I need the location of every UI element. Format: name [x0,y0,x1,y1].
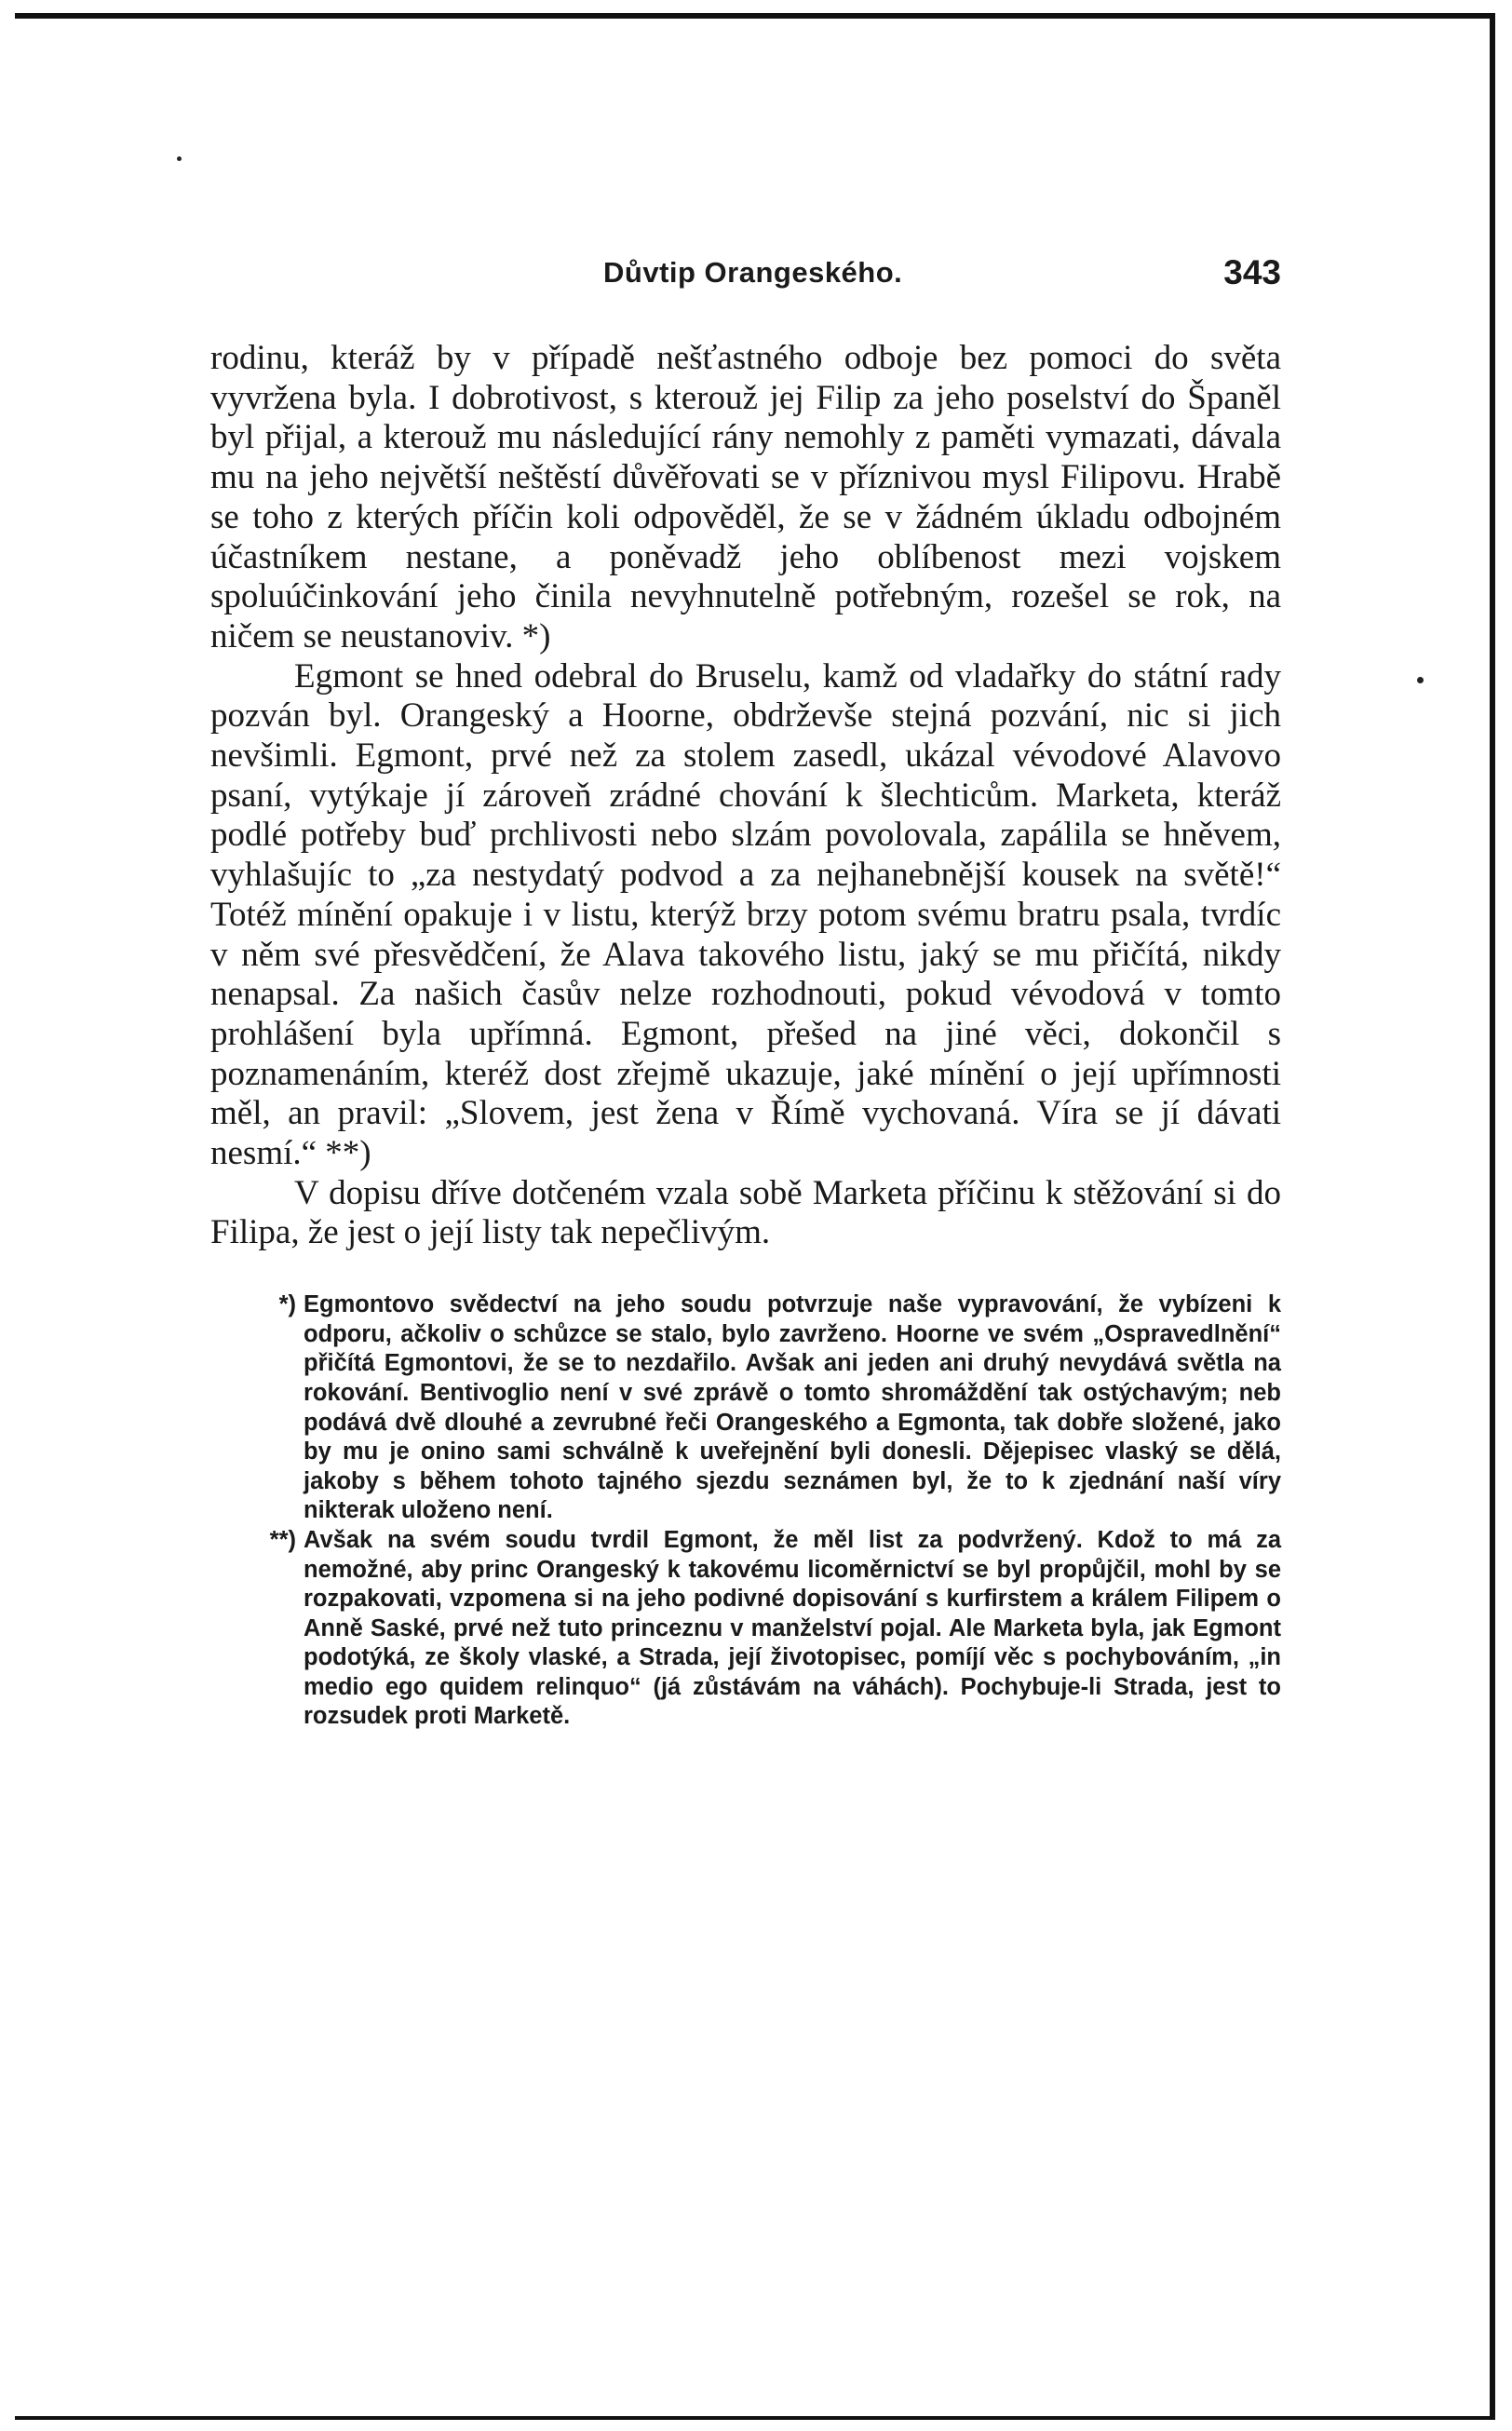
page-header [210,251,1281,307]
footnote-text: Avšak na svém soudu tvrdil Egmont, že měl list za podvržený. Kdož to má za nemožné, aby princ Orangeský k takovému licoměrnictví se byl propůjčil, mohl by se rozpakovati, vzpomena si na jeho podivné dopisování s kurfirstem a králem Filipem o Anně Saské, prvé než tuto princeznu v manželství pojal. Ale Marketa byla, jak Egmont podotýká, ze školy vlaské, a Strada, její životopisec, pomíjí věc s pochybováním, „in medio ego quidem relinquo“ (já zůstávám na váhách). Pochybuje-li Strada, jest to rozsudek proti Marketě. [304,1526,1281,1730]
paragraph: Egmont se hned odebral do Bruselu, kamž od vladařky do státní rady pozván byl. Orangeský a Hoorne, obdrževše stejná pozvání, nic si jich nevšimli. Egmont, prvé než za stolem zasedl, ukázal vévodové Alavovo psaní, vytýkaje jí zároveň zrádné chování k šlechticům. Marketa, kteráž podlé potřeby buď prchlivosti nebo slzám povolovala, zapálila se hněvem, vyhlašujíc to „za nestydatý podvod a za nejhanebnější kousek na světě!“ Totéž mínění opakuje i v listu, kterýž brzy potom svému bratru psala, tvrdíc v něm své přesvědčení, že Alava takového listu, jaký se mu přičítá, nikdy nenapsal. Za našich časův nelze rozhodnouti, pokud vévodová v tomto prohlášení byla upřímná. Egmont, přešed na jiné věci, dokončil s poznamenáním, kteréž dost zřejmě ukazuje, jaké mínění o její upřímnosti měl, an pravil: „Slovem, jest žena v Římě vychovaná. Víra se jí dávati nesmí.“ **) [210,656,1281,1173]
footnote-text: Egmontovo svědectví na jeho soudu potvrzuje naše vypravování, že vybízeni k odporu, ačkoliv o schůzce se stalo, bylo zavrženo. Hoorne ve svém „Ospravedlnění“ přičítá Egmontovi, že se to nezdařilo. Avšak ani jeden ani druhý nevydává světla na rokování. Bentivoglio není v své zprávě o tomto shromáždění tak ostýchavým; neb podává dvě dlouhé a zevrubné řeči Orangeského a Egmonta, tak dobře složené, jako by mu je onino sami schválně k uveřejnění byli donesli. Dějepisec vlaský se dělá, jakoby s během tohoto tajného sjezdu seznámen byl, že to k zjednání naší víry nikterak uloženo není. [304,1291,1281,1524]
footnotes [250,1290,1281,1732]
main-text [210,339,1281,1253]
page-number: 343 [1223,253,1281,291]
paragraph: V dopisu dříve dotčeném vzala sobě Marketa příčinu k stěžování si do Filipa, že jest o její listy tak nepečlivým. [210,1173,1281,1252]
footnote-mark: **) [269,1526,296,1553]
paragraph: rodinu, kteráž by v případě nešťastného odboje bez pomoci do světa vyvržena byla. I dobrotivost, s kterouž jej Filip za jeho poselství do Španěl byl přijal, a kterouž mu následující rány nemohly z paměti vymazati, dávala mu na jeho největší neštěstí důvěřovati se v příznivou mysl Filipovu. Hrabě se toho z kterých příčin koli odpověděl, že se v žádném úkladu odbojném účastníkem nestane, a poněvadž jeho oblíbenost mezi vojskem spoluúčinkování jeho činila nevyhnutelně potřebným, rozešel se rok, na ničem se neustanoviv. *) [210,339,1281,655]
book-page [210,251,1281,1732]
scan-speck [177,156,182,161]
footnote-mark: *) [278,1291,296,1318]
footnote [250,1290,1281,1526]
scan-speck [1417,677,1424,683]
running-title: Důvtip Orangeského. [603,256,903,289]
footnote [250,1526,1281,1732]
